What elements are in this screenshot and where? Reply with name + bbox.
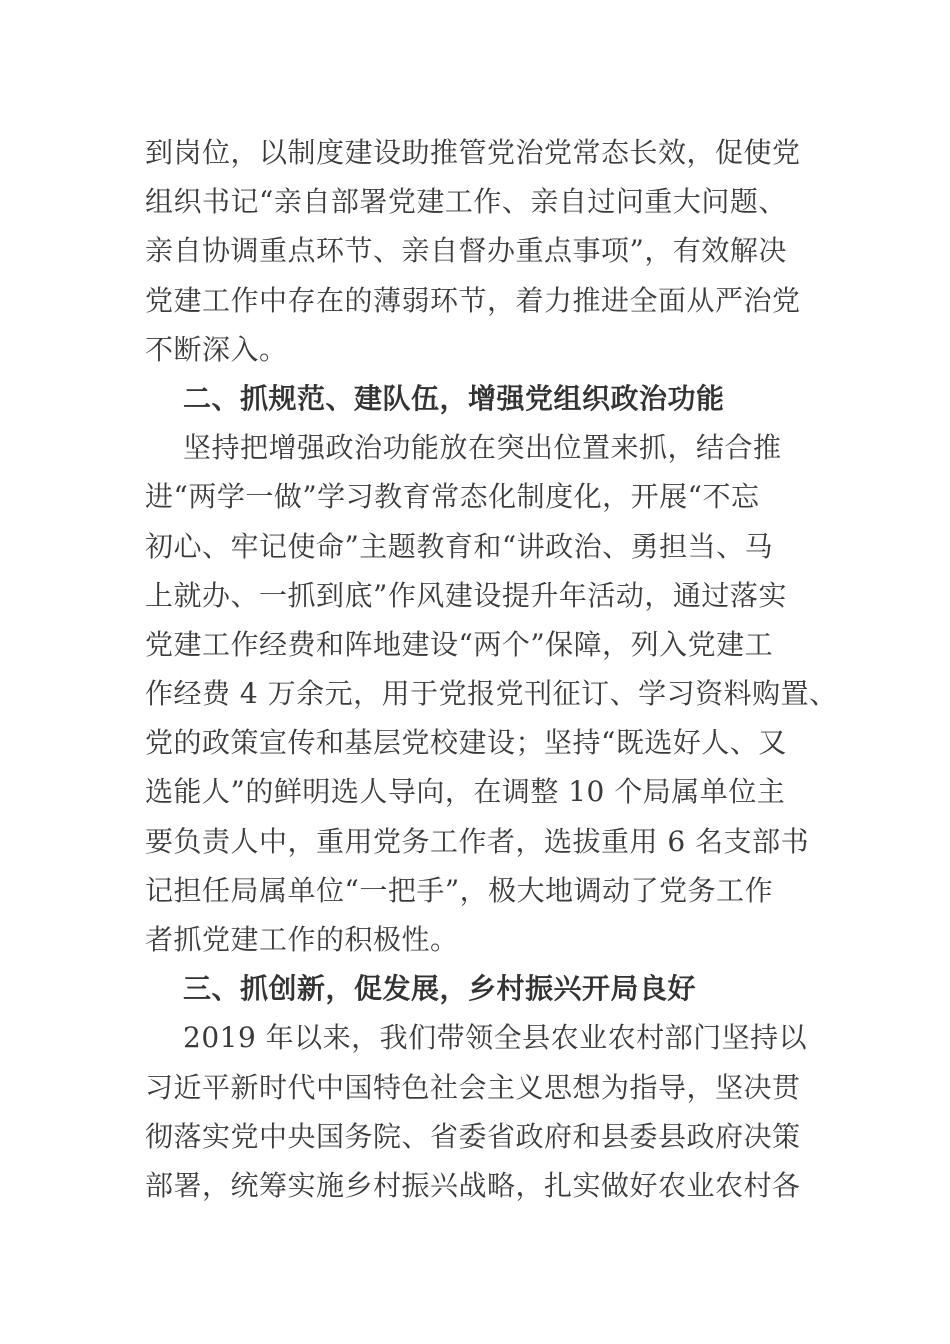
- text-line: 上就办、一抓到底”作风建设提升年活动，通过落实: [145, 578, 787, 612]
- text-line: 党的政策宣传和基层党校建设；坚持“既选好人、又: [145, 726, 787, 760]
- text-line: 部署，统筹实施乡村振兴战略，扎实做好农业农村各: [145, 1168, 801, 1202]
- section-heading-3: 三、抓创新，促发展，乡村振兴开局良好: [183, 972, 697, 1006]
- paragraph-section-2: [145, 423, 838, 964]
- text-line: 选能人”的鲜明选人导向，在调整 10 个局属单位主: [145, 775, 786, 809]
- text-line: 组织书记“亲自部署党建工作、亲自过问重大问题、: [145, 185, 787, 219]
- text-line: 初心、牢记使命”主题教育和“讲政治、勇担当、马: [145, 529, 774, 563]
- text-line: 作经费 4 万余元，用于党报党刊征订、学习资料购置、: [145, 677, 838, 711]
- text-line: 记担任局属单位“一把手”，极大地调动了党务工作: [145, 873, 774, 907]
- paragraph-section-3: [145, 1013, 825, 1210]
- text-line: 习近平新时代中国特色社会主义思想为指导，坚决贯: [145, 1070, 801, 1104]
- text-line: 要负责人中，重用党务工作者，选拔重用 6 名支部书: [145, 824, 810, 858]
- text-line: 亲自协调重点环节、亲自督办重点事项”，有效解决: [145, 234, 787, 268]
- paragraph-continued: [145, 128, 825, 374]
- text-line: 党建工作中存在的薄弱环节，着力推进全面从严治党: [145, 283, 801, 317]
- text-line: 进“两学一做”学习教育常态化制度化，开展“不忘: [145, 480, 760, 514]
- document-body: [145, 128, 838, 1210]
- text-line: 彻落实党中央国务院、省委省政府和县委县政府决策: [145, 1119, 801, 1153]
- text-line: 不断深入。: [145, 332, 288, 366]
- text-line: 党建工作经费和阵地建设“两个”保障，列入党建工: [145, 627, 774, 661]
- text-line: 者抓党建工作的积极性。: [145, 923, 459, 956]
- text-line: 到岗位，以制度建设助推管党治党常态长效，促使党: [145, 136, 801, 169]
- section-heading-2: 二、抓规范、建队伍，增强党组织政治功能: [183, 381, 725, 415]
- text-line: 2019 年以来，我们带领全县农业农村部门坚持以: [183, 1021, 808, 1055]
- text-line: 坚持把增强政治功能放在突出位置来抓，结合推: [183, 431, 782, 465]
